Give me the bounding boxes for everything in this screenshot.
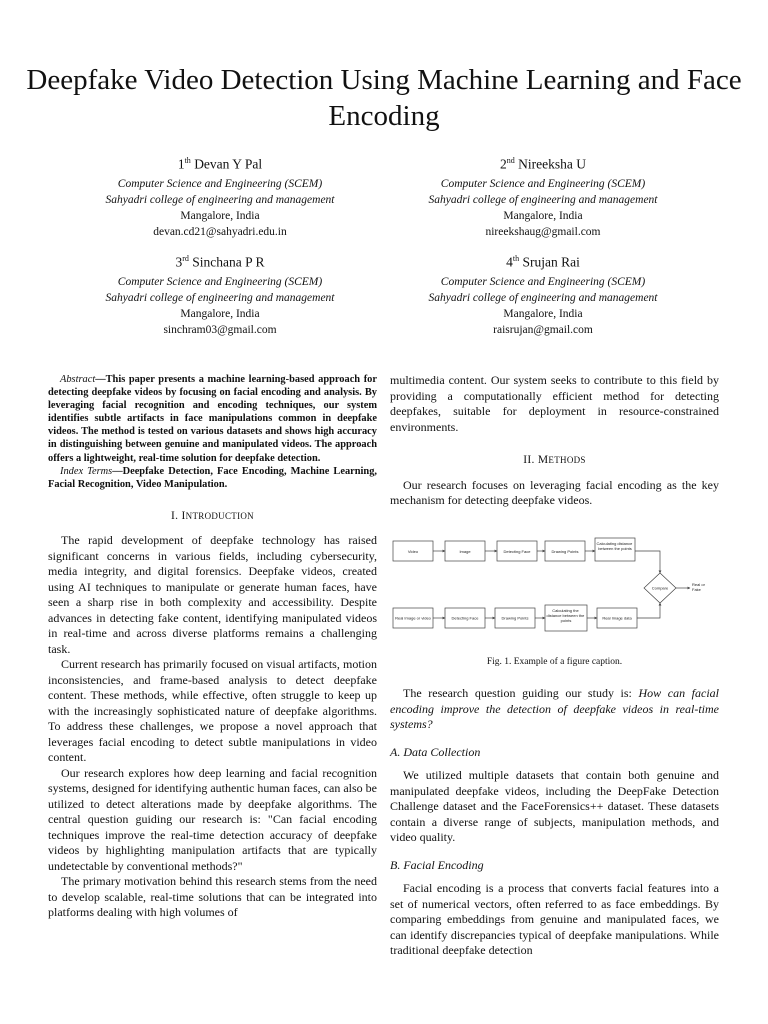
author-inst: Sahyadri college of engineering and management — [428, 193, 658, 206]
author-inst: Sahyadri college of engineering and management — [428, 291, 658, 304]
author-inst: Sahyadri college of engineering and management — [105, 193, 335, 206]
flowchart-diagram — [390, 523, 719, 643]
author-name: Srujan Rai — [522, 254, 580, 270]
subsection-heading-facial-encoding: B. Facial Encoding — [390, 857, 484, 872]
author-email[interactable]: sinchram03@gmail.com — [163, 323, 277, 336]
author-loc: Mangalore, India — [180, 209, 260, 222]
author-email[interactable]: raisrujan@gmail.com — [493, 323, 593, 336]
flow-label: Drawing Points — [551, 548, 579, 554]
facial-encoding-paragraph: Facial encoding is a process that converts facial features into a set of numerical vectors, often referred to as face embeddings. By comparing embeddings from genuine and manipulated faces, we can identify discrepancies typical of deepfake manipulations. While traditional deepfake detection — [390, 881, 719, 957]
flow-label: Image — [459, 548, 471, 554]
author-dept: Computer Science and Engineering (SCEM) — [117, 177, 323, 190]
right-column — [390, 373, 719, 959]
methods-paragraph: Our research focuses on leveraging facial encoding as the key mechanism for detecting deepfake videos. — [390, 477, 719, 507]
author-inst: Sahyadri college of engineering and management — [105, 291, 335, 304]
author-3: 3rd Sinchana P R Computer Science and Engineering (SCEM) Sahyadri college of engineering and management Mangalore, India sinchram03@gmail.com — [60, 250, 380, 338]
figure-flowchart — [390, 523, 719, 643]
author-name: Nireeksha U — [518, 156, 586, 172]
author-email[interactable]: devan.cd21@sahyadri.edu.in — [153, 225, 287, 238]
author-dept: Computer Science and Engineering (SCEM) — [440, 275, 646, 288]
flow-label: Real Image or video — [395, 615, 431, 620]
data-collection-paragraph: We utilized multiple datasets that contain both genuine and manipulated deepfake videos, including the DeepFake Detection Challenge dataset and the FaceForensics++ dataset. These datasets contain a diverse range of subjects, manipulation methods, and video quality. — [390, 768, 719, 844]
intro-continuation: multimedia content. Our system seeks to contribute to this field by providing a computationally efficient method for detecting deepfakes, suitable for deployment in resource-constrained environments. — [390, 373, 719, 434]
author-2: 2nd Nireeksha U Computer Science and Engineering (SCEM) Sahyadri college of engineering and management Mangalore, India nireekshaug@gmail.com — [383, 152, 703, 240]
author-loc: Mangalore, India — [503, 209, 583, 222]
flow-result-label: Real or Fake — [692, 581, 705, 592]
abstract: Abstract—This paper presents a machine learning-based approach for detecting deepfake videos by focusing on facial encoding and analysis. By leveraging facial recognition and encoding techniques, our system identifies subtle artifacts in face manipulations common in deepfake videos. The method is tested on various datasets and shows high accuracy in distinguishing between genuine and manipulated videos. The approach offers a lightweight, real-time solution for deepfake detection. — [48, 374, 377, 464]
flow-label: Video — [407, 548, 419, 554]
intro-paragraph-4: The primary motivation behind this research stems from the need to develop scalable, real-time solutions that can be integrated into platforms dealing with high volumes of — [48, 874, 377, 920]
flow-label: Drawing Points — [501, 615, 529, 620]
section-heading-methods: II. METHODS — [523, 454, 586, 466]
research-question: The research question guiding our study is: How can facial encoding improve the detection of deepfake videos in real-time systems? — [390, 686, 720, 731]
section-heading-introduction: I. INTRODUCTION — [171, 509, 254, 522]
author-email[interactable]: nireekshaug@gmail.com — [485, 225, 601, 238]
author-dept: Computer Science and Engineering (SCEM) — [440, 177, 646, 190]
author-name: Sinchana P R — [192, 254, 265, 270]
author-name: Devan Y Pal — [194, 156, 263, 172]
flow-label: Compare — [651, 585, 669, 590]
index-terms: Index Terms—Deepfake Detection, Face Encoding, Machine Learning, Facial Recognition, Video Manipulation. — [48, 465, 377, 490]
flow-label: Detecting Face — [503, 548, 531, 554]
figure-caption: Fig. 1. Example of a figure caption. — [486, 656, 623, 667]
left-column — [48, 373, 377, 921]
author-loc: Mangalore, India — [503, 307, 583, 320]
intro-paragraph-1: The rapid development of deepfake technology has raised significant concerns in various fields, including cybersecurity, media integrity, and digital forensics. Deepfake videos, created using AI techniques to manipulate or generate human faces, have seen a sharp rise in both complexity and accessibility. Despite advances in detecting fake content, identifying manipulated videos in real-time and across diverse platforms remains a challenging task. — [48, 533, 377, 656]
flow-label: Detecting Face — [451, 615, 479, 620]
author-dept: Computer Science and Engineering (SCEM) — [117, 275, 323, 288]
author-4: 4th Srujan Rai Computer Science and Engineering (SCEM) Sahyadri college of engineering and management Mangalore, India raisrujan@gmail.com — [383, 250, 703, 338]
flow-label: Calculating distance between the points — [596, 540, 633, 551]
flow-label: Calculating the distance between the points — [546, 607, 585, 623]
subsection-heading-data-collection: A. Data Collection — [390, 744, 481, 759]
flow-label: Real Image data — [602, 615, 632, 620]
author-loc: Mangalore, India — [180, 307, 260, 320]
intro-paragraph-2: Current research has primarily focused on visual artifacts, motion inconsistencies, and frame-based analysis to detect deepfake content. These methods, while effective, often struggle to keep up with the increasingly sophisticated nature of deepfake algorithms. To address these challenges, we propose a novel approach that leverages facial encoding to detect subtle manipulations in video content. — [48, 657, 377, 765]
intro-paragraph-3: Our research explores how deep learning and facial recognition systems, designed for identifying authentic human faces, can also be utilized to detect alterations made by deepfake algorithms. The central question guiding our research is: "Can facial encoding techniques improve the real-time detection accuracy of deepfake videos by highlighting manipulation artifacts that are typically undetectable by conventional methods?" — [48, 765, 377, 873]
author-1: 1th Devan Y Pal Computer Science and Engineering (SCEM) Sahyadri college of engineering and management Mangalore, India devan.cd21@sahyadri.edu.in — [60, 152, 380, 240]
paper-title: Deepfake Video Detection Using Machine Learning and Face Encoding — [26, 64, 742, 132]
